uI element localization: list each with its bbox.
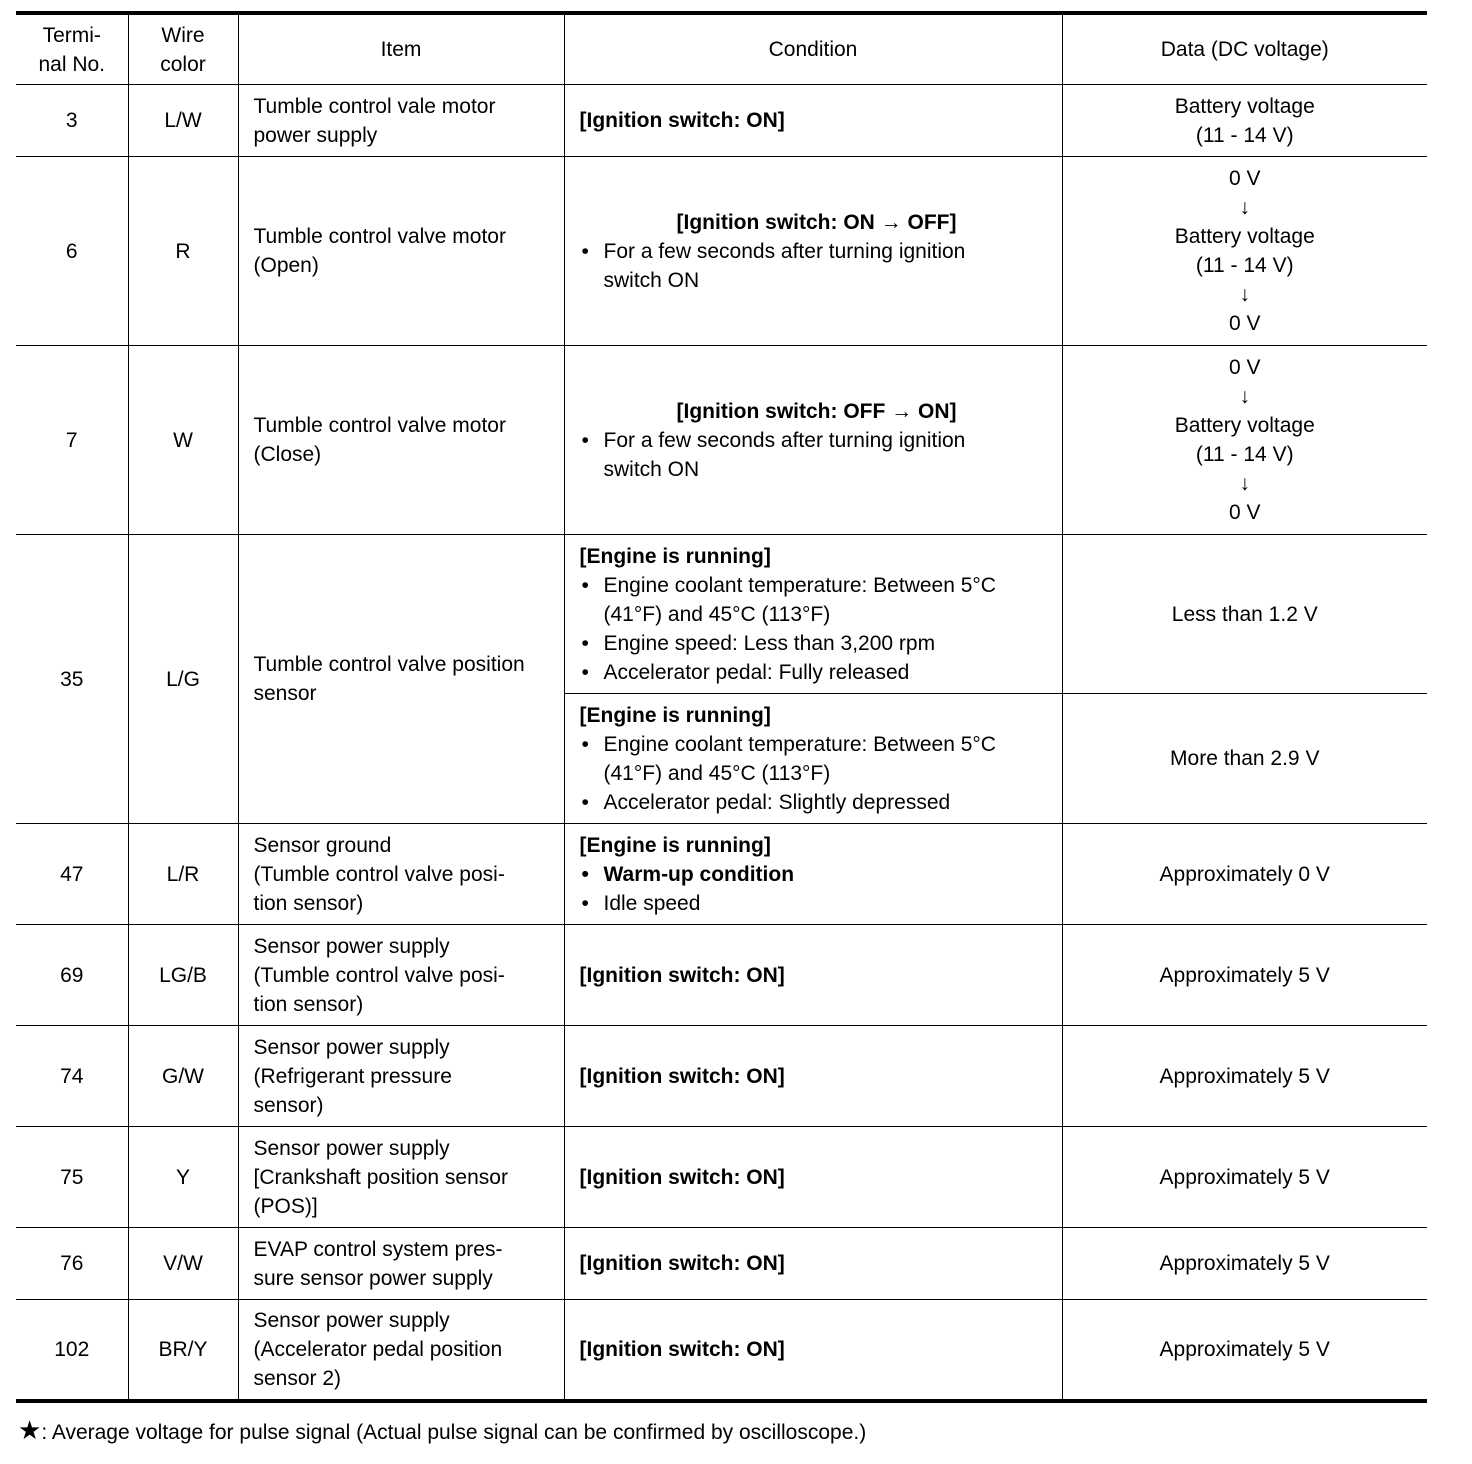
arrow-down-icon: ↓ <box>1239 283 1250 306</box>
wire-color-cell: L/W <box>128 85 238 157</box>
data-value: 0 V <box>1228 356 1261 379</box>
condition-cell <box>564 1026 1062 1127</box>
data-cell: Approximately 0 V <box>1062 824 1427 925</box>
wire-color-cell: LG/B <box>128 925 238 1026</box>
terminal-cell: 6 <box>16 157 128 346</box>
condition-bullet: • Engine coolant temperature: Between 5°C (41°F) and 45°C (113°F) <box>580 571 1054 629</box>
data-cell: Approximately 5 V <box>1062 925 1427 1026</box>
condition-cell <box>564 535 1062 694</box>
item-cell: Sensor power supply [Crankshaft position sensor (POS)] <box>238 1127 564 1228</box>
footnote-text: : Average voltage for pulse signal (Actual pulse signal can be confirmed by oscilloscope.) <box>41 1421 867 1444</box>
terminal-cell: 75 <box>16 1127 128 1228</box>
wire-color-cell: Y <box>128 1127 238 1228</box>
condition-heading: [Ignition switch: ON] <box>579 963 785 987</box>
condition-bullet: • Engine speed: Less than 3,200 rpm <box>580 629 1054 658</box>
table-header-row <box>16 13 1427 85</box>
table-row <box>16 157 1427 346</box>
header-condition: Condition <box>564 13 1062 85</box>
condition-heading: [Engine is running] <box>579 833 771 857</box>
header-data: Data (DC voltage) <box>1062 13 1427 85</box>
condition-heading: [Engine is running] <box>579 703 771 727</box>
condition-bullet: • Engine coolant temperature: Between 5°C (41°F) and 45°C (113°F) <box>580 730 1054 788</box>
table-row <box>16 535 1427 694</box>
table-row <box>16 1228 1427 1300</box>
item-cell: Sensor ground (Tumble control valve posi- tion sensor) <box>238 824 564 925</box>
item-cell: Sensor power supply (Tumble control valve posi- tion sensor) <box>238 925 564 1026</box>
data-cell: Battery voltage (11 - 14 V) <box>1062 85 1427 157</box>
data-cell: Less than 1.2 V <box>1062 535 1427 694</box>
data-cell: Approximately 5 V <box>1062 1300 1427 1401</box>
condition-heading: [Ignition switch: OFF → ON] <box>676 399 957 423</box>
condition-bullet: • Idle speed <box>580 889 1054 918</box>
condition-cell <box>564 925 1062 1026</box>
item-cell: Tumble control valve position sensor <box>238 535 564 824</box>
header-terminal: Termi- nal No. <box>16 13 128 85</box>
condition-bullet: • Accelerator pedal: Slightly depressed <box>580 788 1054 817</box>
terminal-data-table <box>16 11 1427 1403</box>
data-value: 0 V <box>1228 167 1261 190</box>
table-row <box>16 824 1427 925</box>
condition-bullet: • For a few seconds after turning ignition switch ON <box>580 237 1054 295</box>
condition-cell <box>564 1300 1062 1401</box>
wire-color-cell: G/W <box>128 1026 238 1127</box>
item-cell: Tumble control valve motor (Close) <box>238 346 564 535</box>
wire-color-cell: W <box>128 346 238 535</box>
data-cell <box>1062 346 1427 535</box>
item-cell: Sensor power supply (Accelerator pedal position sensor 2) <box>238 1300 564 1401</box>
condition-cell <box>564 157 1062 346</box>
wire-color-cell: L/G <box>128 535 238 824</box>
terminal-cell: 7 <box>16 346 128 535</box>
wire-color-cell: R <box>128 157 238 346</box>
item-cell: Sensor power supply (Refrigerant pressure sensor) <box>238 1026 564 1127</box>
table-row <box>16 85 1427 157</box>
condition-heading: [Ignition switch: ON] <box>579 1165 785 1189</box>
terminal-cell: 102 <box>16 1300 128 1401</box>
condition-heading: [Ignition switch: ON] <box>579 109 785 132</box>
terminal-cell: 74 <box>16 1026 128 1127</box>
terminal-cell: 35 <box>16 535 128 824</box>
data-value: 0 V <box>1228 312 1261 335</box>
wire-color-cell: V/W <box>128 1228 238 1300</box>
table-row <box>16 346 1427 535</box>
condition-heading: [Ignition switch: ON → OFF] <box>676 210 957 234</box>
data-cell <box>1062 157 1427 346</box>
item-cell: Tumble control vale motor power supply <box>238 85 564 157</box>
item-cell: Tumble control valve motor (Open) <box>238 157 564 346</box>
terminal-cell: 3 <box>16 85 128 157</box>
condition-heading: [Engine is running] <box>579 544 771 568</box>
star-icon: ★ <box>18 1415 42 1445</box>
condition-cell <box>564 1127 1062 1228</box>
condition-cell <box>564 1228 1062 1300</box>
arrow-down-icon: ↓ <box>1239 385 1250 408</box>
condition-cell <box>564 694 1062 824</box>
wire-color-cell: L/R <box>128 824 238 925</box>
wire-color-cell: BR/Y <box>128 1300 238 1401</box>
terminal-cell: 69 <box>16 925 128 1026</box>
header-item: Item <box>238 13 564 85</box>
terminal-cell: 47 <box>16 824 128 925</box>
data-cell: Approximately 5 V <box>1062 1127 1427 1228</box>
data-value: Battery voltage (11 - 14 V) <box>1174 414 1315 466</box>
footnote <box>18 1416 866 1447</box>
table-row <box>16 925 1427 1026</box>
header-wire-color: Wire color <box>128 13 238 85</box>
data-value: 0 V <box>1228 501 1261 524</box>
terminal-cell: 76 <box>16 1228 128 1300</box>
condition-cell <box>564 824 1062 925</box>
table-row <box>16 1127 1427 1228</box>
table-row <box>16 1026 1427 1127</box>
table-row <box>16 1300 1427 1401</box>
arrow-down-icon: ↓ <box>1239 472 1250 495</box>
condition-heading: [Ignition switch: ON] <box>579 1064 785 1088</box>
condition-cell <box>564 85 1062 157</box>
data-value: Battery voltage (11 - 14 V) <box>1174 225 1315 277</box>
condition-heading: [Ignition switch: ON] <box>579 1337 785 1361</box>
condition-bullet: • For a few seconds after turning ignition switch ON <box>580 426 1054 484</box>
condition-bullet: • Accelerator pedal: Fully released <box>580 658 1054 687</box>
data-cell: Approximately 5 V <box>1062 1026 1427 1127</box>
arrow-down-icon: ↓ <box>1239 196 1250 219</box>
condition-cell <box>564 346 1062 535</box>
data-cell: More than 2.9 V <box>1062 694 1427 824</box>
data-cell: Approximately 5 V <box>1062 1228 1427 1300</box>
condition-heading: [Ignition switch: ON] <box>579 1252 785 1275</box>
item-cell: EVAP control system pres- sure sensor power supply <box>238 1228 564 1300</box>
condition-bullet: • Warm-up condition <box>580 860 1054 889</box>
